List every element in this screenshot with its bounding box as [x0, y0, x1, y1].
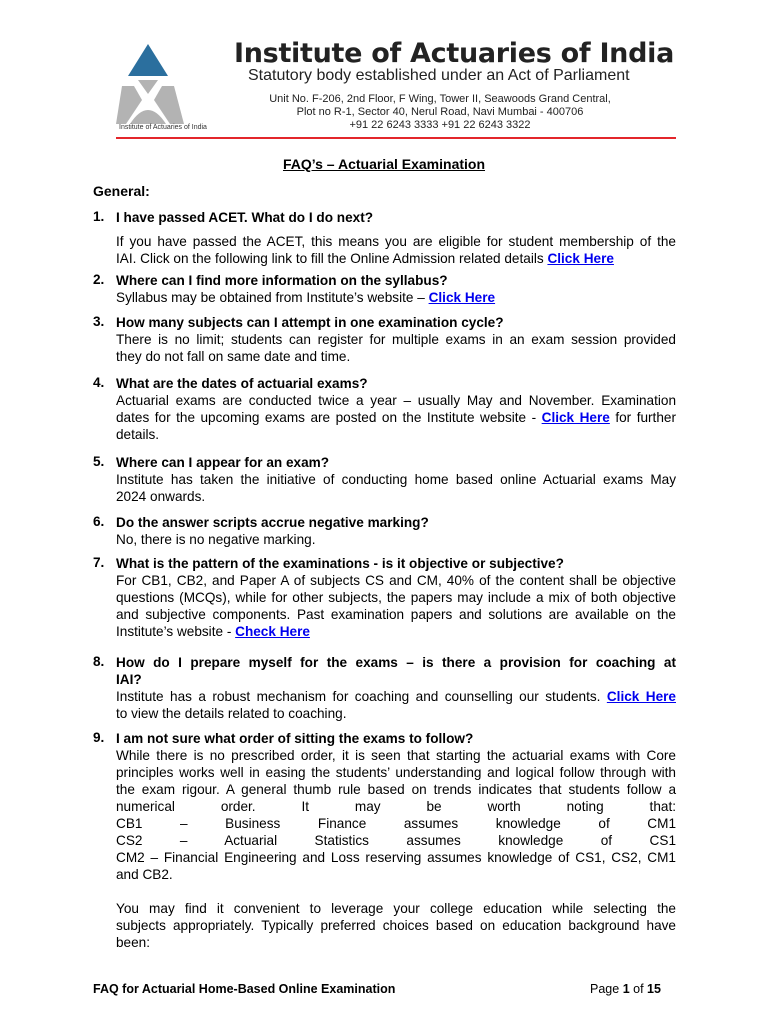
answer-text: details.: [116, 427, 160, 442]
question-number: 1.: [93, 209, 105, 224]
answer-line: [116, 747, 676, 764]
answer-line: [116, 764, 676, 781]
address-line: Unit No. F-206, 2nd Floor, F Wing, Tower II, Seawoods Grand Central,: [269, 93, 611, 105]
answer-text: numerical order. It may be worth noting that:: [116, 799, 676, 814]
answer-text: There is no limit; students can register for multiple exams in an exam session provided: [116, 332, 676, 347]
of-word: of: [633, 982, 644, 996]
answer-text: CM2 – Financial Engineering and Loss reserving assumes knowledge of CS1, CS2, CM1: [116, 850, 676, 865]
answer-text: and subjective components. Past examination papers and solutions are available on the: [116, 607, 676, 622]
answer-line: [116, 250, 676, 267]
faq-item: [93, 514, 676, 548]
question-number: 9.: [93, 730, 105, 745]
answer-text: No, there is no negative marking.: [116, 532, 316, 547]
organization-tagline: Statutory body established under an Act of Parliament: [248, 67, 630, 84]
answer-line: [116, 409, 676, 426]
answer-line: [116, 849, 676, 866]
answer-text: Institute has taken the initiative of conducting home based online Actuarial exams May: [116, 472, 676, 487]
document-title: FAQ’s – Actuarial Examination: [282, 156, 486, 172]
answer-text: For CB1, CB2, and Paper A of subjects CS and CM, 40% of the content shall be objective: [116, 573, 676, 588]
organization-address: [260, 93, 620, 132]
answer-line: [116, 233, 676, 250]
answer-line: [116, 781, 676, 798]
answer-text: If you have passed the ACET, this means you are eligible for student membership of the: [116, 234, 676, 249]
header-divider: [116, 137, 676, 139]
answer-text: Syllabus may be obtained from Institute’s website –: [116, 290, 429, 305]
answer-line: [116, 917, 676, 934]
question-text: What is the pattern of the examinations - is it objective or subjective?: [116, 556, 564, 571]
faq-item: [93, 209, 676, 267]
click-here-link[interactable]: Click Here: [428, 290, 496, 305]
answer-line: [116, 934, 676, 951]
question-text: IAI?: [116, 672, 142, 687]
answer-line: [116, 606, 676, 623]
logo-caption: Institute of Actuaries of India: [119, 124, 207, 131]
question-text: How do I prepare myself for the exams – is there a provision for coaching at: [116, 655, 676, 670]
question-number: 3.: [93, 314, 105, 329]
faq-item: [93, 730, 676, 951]
answer-line: [116, 426, 676, 443]
click-here-link[interactable]: Click Here: [541, 410, 610, 425]
answer-line: [116, 623, 676, 640]
iai-logo: [116, 42, 216, 134]
answer-line: [116, 688, 676, 705]
answer-line: [116, 471, 676, 488]
organization-name: Institute of Actuaries of India: [234, 38, 675, 69]
answer-line: [116, 832, 676, 849]
answer-text: Institute’s website -: [116, 624, 236, 639]
answer-text: principles works well in easing the students’ understanding and logical follow through with: [116, 765, 676, 780]
answer-line: [116, 866, 676, 883]
answer-line: [116, 289, 676, 306]
faq-item: [93, 314, 676, 365]
answer-text: Actuarial exams are conducted twice a year – usually May and November. Examination: [116, 393, 676, 408]
answer-text: they do not fall on same date and time.: [116, 349, 351, 364]
question-text: I have passed ACET. What do I do next?: [116, 210, 374, 225]
question-number: 5.: [93, 454, 105, 469]
answer-text: the exam rigour. A general thumb rule based on trends indicates that students follow a: [116, 782, 676, 797]
answer-text: for further: [609, 410, 676, 425]
section-heading: General:: [93, 183, 150, 199]
answer-text: dates for the upcoming exams are posted on the Institute website -: [116, 410, 542, 425]
answer-line: [116, 798, 676, 815]
page-number: 1: [622, 982, 630, 996]
faq-item: [93, 272, 676, 306]
question-number: 4.: [93, 375, 105, 390]
answer-line: [116, 331, 676, 348]
answer-text: Institute has a robust mechanism for coaching and counselling our students.: [116, 689, 607, 704]
page-indicator: [590, 982, 661, 996]
question-text: Do the answer scripts accrue negative marking?: [116, 515, 429, 530]
answer-text: CS2 – Actuarial Statistics assumes knowledge of CS1: [116, 833, 676, 848]
question-number: 6.: [93, 514, 105, 529]
question-number: 7.: [93, 555, 105, 570]
faq-item: [93, 375, 676, 443]
answer-line: [116, 705, 676, 722]
answer-line: [116, 900, 676, 917]
answer-line: [116, 348, 676, 365]
answer-text: to view the details related to coaching.: [116, 706, 347, 721]
address-line: +91 22 6243 3333 +91 22 6243 3322: [349, 119, 531, 131]
answer-line: [116, 883, 676, 900]
answer-line: [116, 589, 676, 606]
click-here-link[interactable]: Click Here: [606, 689, 676, 704]
faq-item: [93, 454, 676, 505]
answer-line: [116, 572, 676, 589]
question-number: 2.: [93, 272, 105, 287]
faq-item: [93, 555, 676, 640]
question-text: Where can I find more information on the syllabus?: [116, 273, 448, 288]
answer-text: and CB2.: [116, 867, 173, 882]
answer-text: questions (MCQs), while for other subjects, the papers may include a mix of both objective: [116, 590, 676, 605]
answer-text: IAI. Click on the following link to fill the Online Admission related details: [116, 251, 548, 266]
page-total: 15: [647, 982, 661, 996]
address-line: Plot no R-1, Sector 40, Nerul Road, Navi Mumbai - 400706: [296, 106, 584, 118]
question-text: I am not sure what order of sitting the exams to follow?: [116, 731, 474, 746]
answer-line: [116, 531, 676, 548]
answer-line: [116, 488, 676, 505]
page-word: Page: [590, 982, 620, 996]
question-text: Where can I appear for an exam?: [116, 455, 330, 470]
answer-line: [116, 392, 676, 409]
answer-text: CB1 – Business Finance assumes knowledge of CM1: [116, 816, 676, 831]
footer-title: FAQ for Actuarial Home-Based Online Examination: [93, 982, 396, 996]
click-here-link[interactable]: Check Here: [235, 624, 310, 639]
answer-text: subjects appropriately. Typically preferred choices based on education background have: [116, 918, 676, 933]
answer-line: [116, 815, 676, 832]
answer-text: You may find it convenient to leverage your college education while selecting the: [116, 901, 676, 916]
question-number: 8.: [93, 654, 105, 669]
answer-text: been:: [116, 935, 151, 950]
answer-text: While there is no prescribed order, it is seen that starting the actuarial exams with Core: [116, 748, 676, 763]
click-here-link[interactable]: Click Here: [547, 251, 614, 266]
question-text: How many subjects can I attempt in one examination cycle?: [116, 315, 504, 330]
question-text: What are the dates of actuarial exams?: [116, 376, 368, 391]
faq-item: [93, 654, 676, 722]
answer-text: 2024 onwards.: [116, 489, 206, 504]
